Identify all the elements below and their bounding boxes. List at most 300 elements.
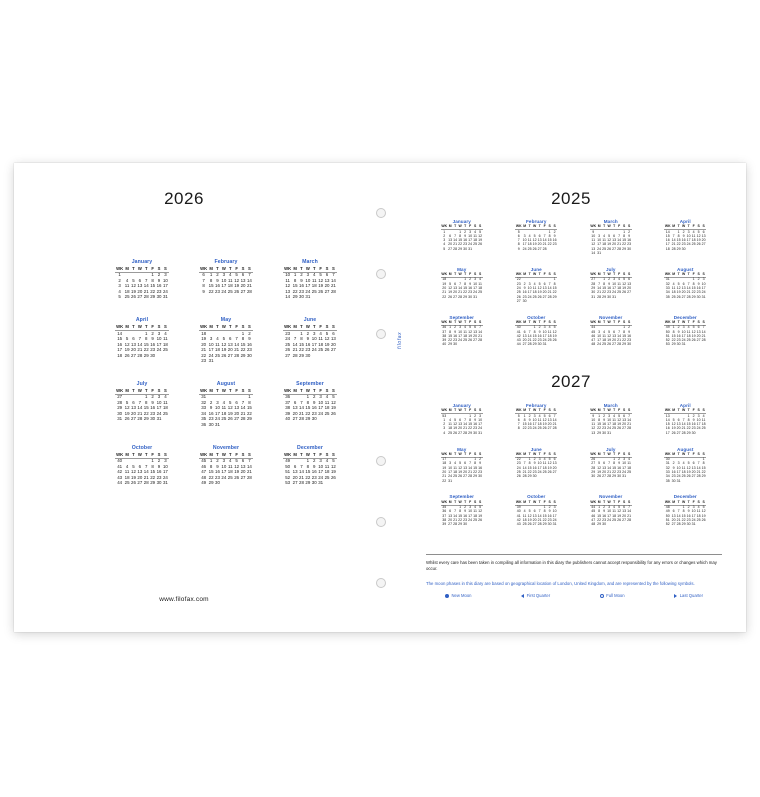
weekday-header: T xyxy=(677,408,680,413)
day-cell: 8 xyxy=(241,336,245,342)
day-cell: 25 xyxy=(522,522,527,527)
day-cell: 24 xyxy=(473,290,478,295)
day-cell: 13 xyxy=(696,329,701,334)
week-number: 32 xyxy=(201,399,207,405)
day-cell: 8 xyxy=(603,281,606,286)
day-cell: 20 xyxy=(330,341,336,347)
weekday-header: T xyxy=(538,320,541,325)
filofax-url[interactable]: www.filofax.com xyxy=(159,596,209,603)
day-cell: 16 xyxy=(522,290,527,295)
month-block xyxy=(186,317,266,364)
weekday-header: T xyxy=(300,451,303,457)
day-cell: 17 xyxy=(156,405,162,411)
day-cell: 18 xyxy=(627,465,632,470)
day-cell: 15 xyxy=(208,283,214,289)
weekday-header: M xyxy=(209,451,213,457)
day-cell: 1 xyxy=(528,457,531,462)
day-cell: 10 xyxy=(691,509,696,514)
day-cell: 19 xyxy=(234,283,240,289)
week-number: 11 xyxy=(285,277,290,283)
month-calendar xyxy=(441,321,483,348)
weekday-header: S xyxy=(478,320,482,325)
day-cell: 22 xyxy=(622,338,627,343)
day-cell: 1 xyxy=(553,277,556,282)
week-row xyxy=(664,343,706,347)
day-cell: 9 xyxy=(157,463,161,469)
day-cell: 28 xyxy=(617,246,622,251)
day-cell: 28 xyxy=(701,338,706,343)
day-cell: 11 xyxy=(701,417,706,422)
weekday-header: S xyxy=(553,499,556,504)
week-number: 6 xyxy=(517,233,520,238)
day-cell: 6 xyxy=(553,457,556,462)
day-cell: 5 xyxy=(235,272,238,278)
day-cell: 17 xyxy=(448,470,453,475)
day-cell: 1 xyxy=(300,330,303,336)
weekday-header: F xyxy=(543,451,546,456)
week-number: 39 xyxy=(442,338,447,343)
day-cell: 29 xyxy=(246,416,252,422)
month-name: July xyxy=(605,266,616,272)
day-cell: 2 xyxy=(479,457,482,462)
notes-section xyxy=(426,554,722,598)
day-cell: 8 xyxy=(687,417,690,422)
diary-spread xyxy=(14,163,746,632)
week-number: 14 xyxy=(117,330,123,336)
day-cell: 29 xyxy=(552,294,557,299)
day-cell: 5 xyxy=(479,229,482,234)
week-number: 52 xyxy=(665,338,670,343)
day-cell: 1 xyxy=(469,413,472,418)
day-cell: 4 xyxy=(474,505,477,510)
weekday-header: T xyxy=(677,272,680,277)
weekday-header: T xyxy=(538,272,541,277)
weekday-header: S xyxy=(473,320,477,325)
weekday-header: M xyxy=(448,499,452,504)
day-cell: 6 xyxy=(325,272,329,278)
day-cell: 31 xyxy=(676,478,681,483)
week-row xyxy=(664,479,706,483)
day-cell: 31 xyxy=(208,358,214,364)
day-cell: 22 xyxy=(143,410,149,416)
day-cell: 2 xyxy=(608,277,611,282)
day-cell: 12 xyxy=(532,238,537,243)
day-cell xyxy=(478,523,483,527)
weekday-header: T xyxy=(528,320,531,325)
day-cell: 28 xyxy=(463,430,468,435)
day-cell: 20 xyxy=(602,470,607,475)
day-cell: 12 xyxy=(597,465,602,470)
week-number: 1 xyxy=(443,417,446,422)
day-cell: 28 xyxy=(627,517,632,522)
day-cell: 11 xyxy=(318,336,323,342)
day-cell: 9 xyxy=(313,463,316,469)
day-cell: 9 xyxy=(464,233,467,238)
day-cell: 24 xyxy=(691,517,696,522)
day-cell: 9 xyxy=(692,417,695,422)
month-block xyxy=(650,403,722,436)
day-cell: 26 xyxy=(131,294,136,300)
week-row xyxy=(441,343,483,347)
weekday-header: M xyxy=(209,324,213,330)
week-number: 33 xyxy=(201,405,207,411)
weekday-header: T xyxy=(603,272,606,277)
day-cell: 14 xyxy=(627,509,632,514)
weekday-header: T xyxy=(677,451,680,456)
day-cell: 20 xyxy=(458,426,463,431)
day-cell: 31 xyxy=(681,342,686,347)
day-cell: 25 xyxy=(627,470,632,475)
week-number: 8 xyxy=(517,426,520,431)
day-cell: 11 xyxy=(124,283,130,289)
day-cell: 9 xyxy=(454,329,457,334)
day-cell: 19 xyxy=(691,333,696,338)
day-cell: 14 xyxy=(330,277,336,283)
week-row xyxy=(199,422,252,428)
weekday-header: W xyxy=(221,266,226,272)
weekday-header: M xyxy=(523,408,527,413)
day-cell: 6 xyxy=(138,463,142,469)
day-cell: 14 xyxy=(701,329,706,334)
day-cell: 7 xyxy=(598,281,601,286)
day-cell: 31 xyxy=(448,478,453,483)
week-number: 9 xyxy=(592,413,595,418)
day-cell xyxy=(246,422,252,428)
week-number: 43 xyxy=(516,522,521,527)
day-cell: 4 xyxy=(125,463,129,469)
day-cell: 2 xyxy=(157,458,161,464)
day-cell: 12 xyxy=(607,333,612,338)
day-cell: 18 xyxy=(602,242,607,247)
day-cell: 18 xyxy=(612,422,617,427)
day-cell: 8 xyxy=(464,281,467,286)
day-cell: 13 xyxy=(324,277,330,283)
day-cell: 12 xyxy=(527,513,532,518)
day-cell: 19 xyxy=(234,469,240,475)
day-cell: 5 xyxy=(553,325,556,330)
week-number: 22 xyxy=(201,352,207,358)
month-block xyxy=(650,267,722,304)
weekday-header: W xyxy=(305,266,310,272)
week-number: 50 xyxy=(285,463,291,469)
week-number: 16 xyxy=(117,341,123,347)
day-cell: 11 xyxy=(671,286,676,291)
day-cell: 19 xyxy=(124,410,130,416)
day-cell: 27 xyxy=(448,246,453,251)
week-number: 38 xyxy=(442,517,447,522)
day-cell: 3 xyxy=(474,277,477,282)
day-cell: 2 xyxy=(151,330,154,336)
day-cell: 28 xyxy=(292,352,298,358)
week-number: 46 xyxy=(591,333,596,338)
day-cell: 23 xyxy=(676,338,681,343)
weekday-header: S xyxy=(157,388,161,394)
weekday-header: T xyxy=(132,451,135,457)
day-cell: 25 xyxy=(542,470,547,475)
day-cell: 17 xyxy=(597,338,602,343)
day-cell: 7 xyxy=(454,233,457,238)
day-cell: 26 xyxy=(478,242,483,247)
weekday-header: W xyxy=(607,224,611,229)
day-cell: 29 xyxy=(597,522,602,527)
day-cell: 12 xyxy=(478,233,483,238)
weekday-header: S xyxy=(622,499,626,504)
week-number: 35 xyxy=(442,505,447,510)
day-cell: 30 xyxy=(215,480,220,486)
day-cell: 11 xyxy=(612,417,616,422)
day-cell: 3 xyxy=(209,336,213,342)
week-number: 42 xyxy=(117,469,123,475)
week-number-header: WK xyxy=(200,324,208,330)
week-row xyxy=(515,475,557,479)
day-cell: 19 xyxy=(458,470,463,475)
day-cell: 27 xyxy=(696,338,701,343)
weekday-header: F xyxy=(618,320,621,325)
day-cell: 17 xyxy=(318,405,324,411)
day-cell: 13 xyxy=(622,417,627,422)
day-cell: 17 xyxy=(701,286,706,291)
day-cell: 28 xyxy=(537,522,542,527)
week-number: 35 xyxy=(665,478,670,483)
day-cell: 27 xyxy=(448,522,453,527)
day-cell: 4 xyxy=(523,509,526,514)
week-number: 52 xyxy=(285,474,291,480)
month-block xyxy=(501,403,573,436)
day-cell: 24 xyxy=(686,242,691,247)
day-cell: 5 xyxy=(459,461,462,466)
day-cell: 16 xyxy=(150,405,156,411)
day-cell: 21 xyxy=(627,513,632,518)
day-cell: 17 xyxy=(162,283,168,289)
day-cell: 15 xyxy=(143,341,149,347)
month-calendar xyxy=(664,453,706,484)
day-cell: 12 xyxy=(542,417,547,422)
day-cell: 27 xyxy=(627,290,632,295)
weekday-header: S xyxy=(548,320,551,325)
day-cell xyxy=(627,252,632,256)
day-cell: 26 xyxy=(686,474,691,479)
day-cell: 27 xyxy=(552,470,557,475)
weekday-header: F xyxy=(543,224,546,229)
day-cell: 31 xyxy=(156,416,162,422)
day-cell: 6 xyxy=(241,458,245,464)
week-number: 21 xyxy=(442,290,447,295)
day-cell: 21 xyxy=(597,290,602,295)
day-cell: 25 xyxy=(215,352,220,358)
day-cell: 22 xyxy=(612,470,617,475)
month-name: February xyxy=(526,219,547,224)
week-number: 48 xyxy=(591,342,596,347)
weekday-header: S xyxy=(241,388,245,394)
weekday-header: M xyxy=(597,408,601,413)
week-number: 17 xyxy=(117,347,123,353)
day-cell xyxy=(478,247,483,251)
week-number: 29 xyxy=(591,470,596,475)
day-cell: 7 xyxy=(543,233,546,238)
day-cell: 4 xyxy=(479,277,482,282)
day-cell: 23 xyxy=(311,474,317,480)
day-cell: 22 xyxy=(305,474,311,480)
day-cell: 15 xyxy=(150,283,156,289)
week-row xyxy=(283,353,336,359)
day-cell: 6 xyxy=(548,413,551,418)
day-cell: 29 xyxy=(150,294,156,300)
month-block xyxy=(102,381,182,428)
week-number: 3 xyxy=(443,426,446,431)
day-cell: 1 xyxy=(459,505,462,510)
week-number: 6 xyxy=(517,417,520,422)
week-number: 42 xyxy=(516,517,521,522)
weekday-header: W xyxy=(607,499,611,504)
day-cell: 26 xyxy=(124,352,130,358)
day-cell: 21 xyxy=(234,347,240,353)
weekday-header: T xyxy=(538,451,541,456)
day-cell: 11 xyxy=(612,509,616,514)
day-cell: 31 xyxy=(318,480,324,486)
weekday-header: S xyxy=(553,224,556,229)
day-cell: 3 xyxy=(479,413,482,418)
day-cell: 19 xyxy=(547,465,552,470)
day-cell: 25 xyxy=(221,416,227,422)
day-cell: 22 xyxy=(542,517,547,522)
day-cell: 5 xyxy=(608,233,611,238)
day-cell: 19 xyxy=(478,513,483,518)
week-number: 49 xyxy=(665,325,670,330)
day-cell: 7 xyxy=(235,336,238,342)
week-number: 17 xyxy=(665,242,670,247)
weekday-header: S xyxy=(157,324,161,330)
day-cell: 21 xyxy=(458,290,463,295)
week-number: 13 xyxy=(591,246,596,251)
day-cell: 20 xyxy=(453,290,458,295)
day-cell: 4 xyxy=(164,330,167,336)
day-cell: 4 xyxy=(216,336,219,342)
month-name: April xyxy=(679,219,691,224)
day-cell: 26 xyxy=(330,474,336,480)
day-cell: 11 xyxy=(453,465,457,470)
day-cell: 1 xyxy=(702,457,705,462)
weekday-header: S xyxy=(164,266,167,272)
day-cell: 14 xyxy=(137,341,143,347)
week-number: 13 xyxy=(591,430,596,435)
day-cell: 16 xyxy=(607,286,612,291)
month-block xyxy=(102,259,182,300)
day-cell: 30 xyxy=(607,294,612,299)
day-cell: 24 xyxy=(527,294,532,299)
day-cell: 17 xyxy=(458,333,463,338)
month-name: June xyxy=(530,266,542,272)
day-cell: 1 xyxy=(603,277,606,282)
week-number-header: WK xyxy=(590,272,597,277)
day-cell: 4 xyxy=(702,413,705,418)
day-cell: 24 xyxy=(696,426,701,431)
day-cell: 25 xyxy=(537,426,542,431)
day-cell: 20 xyxy=(240,283,246,289)
weekday-header: S xyxy=(548,272,551,277)
day-cell: 4 xyxy=(543,457,546,462)
week-number: 41 xyxy=(516,329,521,334)
weekday-header: S xyxy=(164,451,167,457)
day-cell: 24 xyxy=(448,474,453,479)
weekday-header: F xyxy=(543,408,546,413)
day-cell: 10 xyxy=(156,399,162,405)
weekday-header: W xyxy=(458,272,462,277)
week-number: 22 xyxy=(516,457,521,462)
day-cell: 3 xyxy=(157,394,161,400)
week-number: 36 xyxy=(442,509,447,514)
month-name: May xyxy=(457,266,467,272)
week-number: 18 xyxy=(117,352,123,358)
weekday-header: F xyxy=(469,320,472,325)
week-row xyxy=(283,481,336,487)
weekday-header: M xyxy=(523,320,527,325)
day-cell: 25 xyxy=(162,410,168,416)
day-cell: 27 xyxy=(532,522,537,527)
day-cell: 20 xyxy=(691,470,696,475)
day-cell: 8 xyxy=(151,463,154,469)
day-cell: 1 xyxy=(523,413,526,418)
weekday-header: F xyxy=(618,224,621,229)
weekday-header: W xyxy=(533,499,537,504)
day-cell: 4 xyxy=(313,272,316,278)
day-cell: 14 xyxy=(299,469,304,475)
day-cell: 8 xyxy=(528,461,531,466)
week-number-header: WK xyxy=(590,320,597,325)
day-cell: 16 xyxy=(686,513,691,518)
weekday-header: S xyxy=(332,388,335,394)
day-cell xyxy=(246,481,252,487)
weekday-header: S xyxy=(697,451,700,456)
day-cell: 13 xyxy=(701,233,706,238)
week-number-header: WK xyxy=(441,224,448,229)
week-number: 7 xyxy=(517,238,520,243)
day-cell: 7 xyxy=(553,413,556,418)
day-cell: 15 xyxy=(299,341,304,347)
weekday-header: M xyxy=(125,451,129,457)
week-number: 51 xyxy=(665,333,670,338)
day-cell: 2 xyxy=(553,229,556,234)
day-cell: 8 xyxy=(145,336,148,342)
day-cell: 21 xyxy=(137,410,143,416)
day-cell: 15 xyxy=(143,405,149,411)
day-cell: 2 xyxy=(313,458,316,464)
day-cell: 21 xyxy=(299,474,304,480)
month-block xyxy=(426,315,498,348)
weekday-header: W xyxy=(458,451,462,456)
day-cell xyxy=(552,299,557,303)
day-cell: 13 xyxy=(458,422,463,427)
day-cell xyxy=(330,481,336,487)
day-cell: 22 xyxy=(208,288,214,294)
weekday-header: F xyxy=(618,408,621,413)
week-row xyxy=(590,431,632,435)
weekday-header: T xyxy=(464,224,467,229)
day-cell: 14 xyxy=(299,405,304,411)
day-cell: 10 xyxy=(607,417,612,422)
day-cell: 7 xyxy=(145,277,148,283)
day-cell: 23 xyxy=(215,288,220,294)
weekday-header: T xyxy=(144,388,148,394)
day-cell: 5 xyxy=(533,233,536,238)
day-cell: 12 xyxy=(478,509,483,514)
day-cell: 5 xyxy=(548,457,551,462)
day-cell: 24 xyxy=(607,426,612,431)
month-name: December xyxy=(673,314,697,320)
day-cell: 26 xyxy=(552,338,557,343)
day-cell: 18 xyxy=(522,517,527,522)
day-cell: 5 xyxy=(623,277,626,282)
day-cell: 3 xyxy=(469,505,472,510)
